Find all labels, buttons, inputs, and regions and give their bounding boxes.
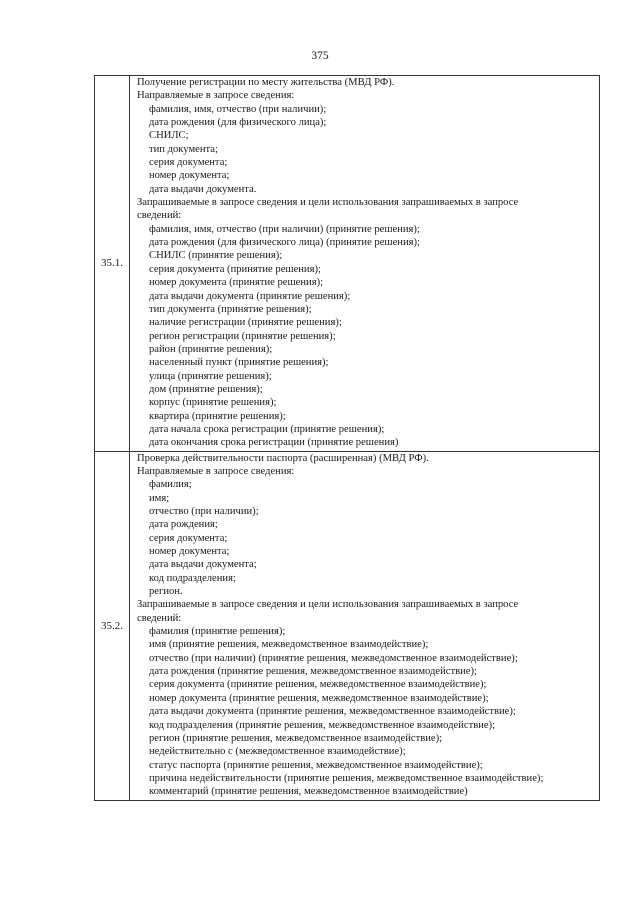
- row-content: [130, 76, 600, 452]
- text-line: фамилия (принятие решения);: [149, 626, 286, 638]
- text-line: дата выдачи документа;: [149, 559, 257, 571]
- text-line: Проверка действительности паспорта (расширенная) (МВД РФ).: [137, 452, 429, 464]
- row-number: 35.2.: [95, 451, 130, 800]
- text-line: СНИЛС (принятие решения);: [149, 250, 283, 262]
- text-line: регион (принятие решения, межведомственное взаимодействие);: [149, 732, 443, 744]
- text-line: фамилия, имя, отчество (при наличии);: [149, 103, 327, 115]
- text-line: регион регистрации (принятие решения);: [149, 330, 336, 342]
- text-line: отчество (при наличии) (принятие решения, межведомственное взаимодействие);: [149, 652, 518, 664]
- table-row: [95, 76, 600, 452]
- text-line: СНИЛС;: [149, 130, 189, 142]
- text-line: комментарий (принятие решения, межведомственное взаимодействие): [149, 786, 468, 798]
- text-line: имя;: [149, 492, 170, 504]
- text-line: сведений:: [137, 612, 182, 624]
- text-line: сведений:: [137, 210, 182, 222]
- registry-table: [94, 75, 600, 801]
- row-content: [130, 451, 600, 800]
- text-line: дом (принятие решения);: [149, 383, 263, 395]
- text-line: код подразделения (принятие решения, межведомственное взаимодействие);: [149, 719, 496, 731]
- text-line: отчество (при наличии);: [149, 506, 259, 517]
- text-line: улица (принятие решения);: [149, 370, 272, 382]
- text-line: серия документа (принятие решения, межведомственное взаимодействие);: [149, 679, 487, 691]
- text-line: регион.: [149, 586, 183, 598]
- text-line: дата рождения (для физического лица);: [149, 117, 327, 129]
- text-line: статус паспорта (принятие решения, межведомственное взаимодействие);: [149, 759, 483, 771]
- text-line: дата рождения (для физического лица) (принятие решения);: [149, 237, 420, 249]
- text-line: серия документа (принятие решения);: [149, 263, 321, 275]
- text-line: серия документа;: [149, 157, 228, 169]
- text-line: дата начала срока регистрации (принятие решения);: [149, 423, 385, 435]
- text-line: район (принятие решения);: [149, 343, 273, 355]
- text-line: номер документа (принятие решения, межведомственное взаимодействие);: [149, 692, 489, 704]
- text-line: населенный пункт (принятие решения);: [149, 357, 329, 369]
- text-line: номер документа (принятие решения);: [149, 277, 324, 289]
- text-line: дата окончания срока регистрации (принятие решения): [149, 437, 399, 449]
- text-line: имя (принятие решения, межведомственное взаимодействие);: [149, 639, 429, 651]
- row-number: 35.1.: [95, 76, 130, 452]
- text-line: квартира (принятие решения);: [149, 410, 286, 422]
- text-line: причина недействительности (принятие решения, межведомственное взаимодействие);: [149, 772, 544, 784]
- text-line: тип документа (принятие решения);: [149, 303, 312, 315]
- text-line: Направляемые в запросе сведения:: [137, 465, 295, 477]
- table-row: [95, 451, 600, 800]
- page-number: 375: [311, 50, 329, 62]
- text-line: фамилия, имя, отчество (при наличии) (принятие решения);: [149, 223, 420, 235]
- text-line: корпус (принятие решения);: [149, 397, 277, 409]
- text-line: Получение регистрации по месту жительства (МВД РФ).: [137, 77, 395, 88]
- text-line: Запрашиваемые в запросе сведения и цели использования запрашиваемых в запросе: [137, 197, 519, 209]
- text-line: Запрашиваемые в запросе сведения и цели использования запрашиваемых в запросе: [137, 599, 519, 611]
- text-line: недействительно с (межведомственное взаимодействие);: [149, 746, 406, 758]
- text-line: дата выдачи документа (принятие решения);: [149, 290, 351, 302]
- text-line: дата выдачи документа.: [149, 183, 257, 195]
- text-line: фамилия;: [149, 479, 192, 491]
- text-line: серия документа;: [149, 532, 228, 544]
- text-line: наличие регистрации (принятие решения);: [149, 317, 342, 329]
- text-line: номер документа;: [149, 546, 230, 558]
- text-line: тип документа;: [149, 143, 218, 155]
- text-line: дата рождения;: [149, 519, 218, 531]
- text-line: дата выдачи документа (принятие решения, межведомственное взаимодействие);: [149, 706, 516, 718]
- text-line: дата рождения (принятие решения, межведомственное взаимодействие);: [149, 666, 477, 678]
- text-line: код подразделения;: [149, 572, 236, 584]
- text-line: номер документа;: [149, 170, 230, 182]
- text-line: Направляемые в запросе сведения:: [137, 90, 295, 102]
